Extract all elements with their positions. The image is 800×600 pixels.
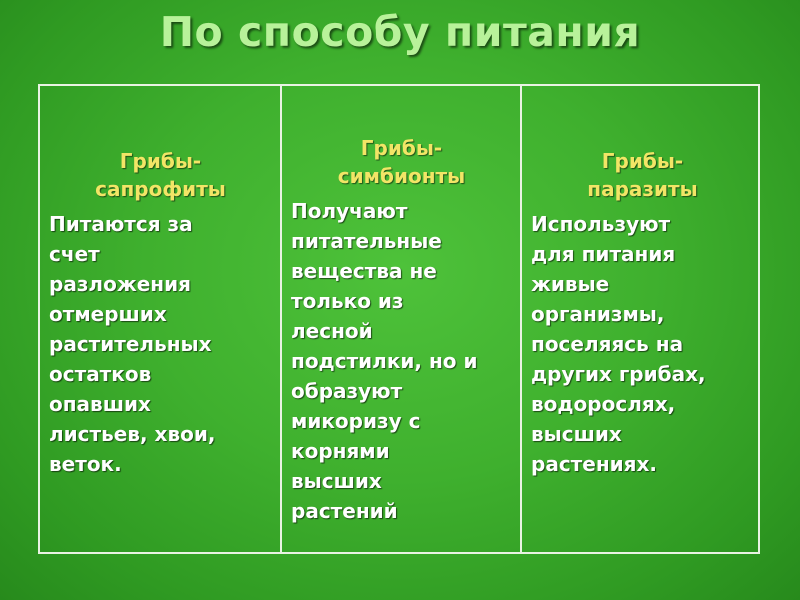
comparison-table <box>38 84 760 554</box>
column-parasites <box>522 86 762 552</box>
column-description: Используют для питания живые организмы, поселяясь на других грибах, водорослях, высших растениях. <box>531 212 706 476</box>
column-description: Получают питательные вещества не только из лесной подстилки, но и образуют микоризу с корнями высших растений <box>291 199 478 523</box>
column-heading: Грибы- паразиты <box>587 149 698 201</box>
slide-title: По способу питания <box>159 8 641 56</box>
column-heading: Грибы- симбионты <box>337 136 466 188</box>
column-symbionts <box>282 86 522 552</box>
column-saprophytes <box>40 86 282 552</box>
column-description: Питаются за счет разложения отмерших растительных остатков опавших листьев, хвои, веток. <box>49 212 216 476</box>
column-heading: Грибы- сапрофиты <box>95 149 226 201</box>
